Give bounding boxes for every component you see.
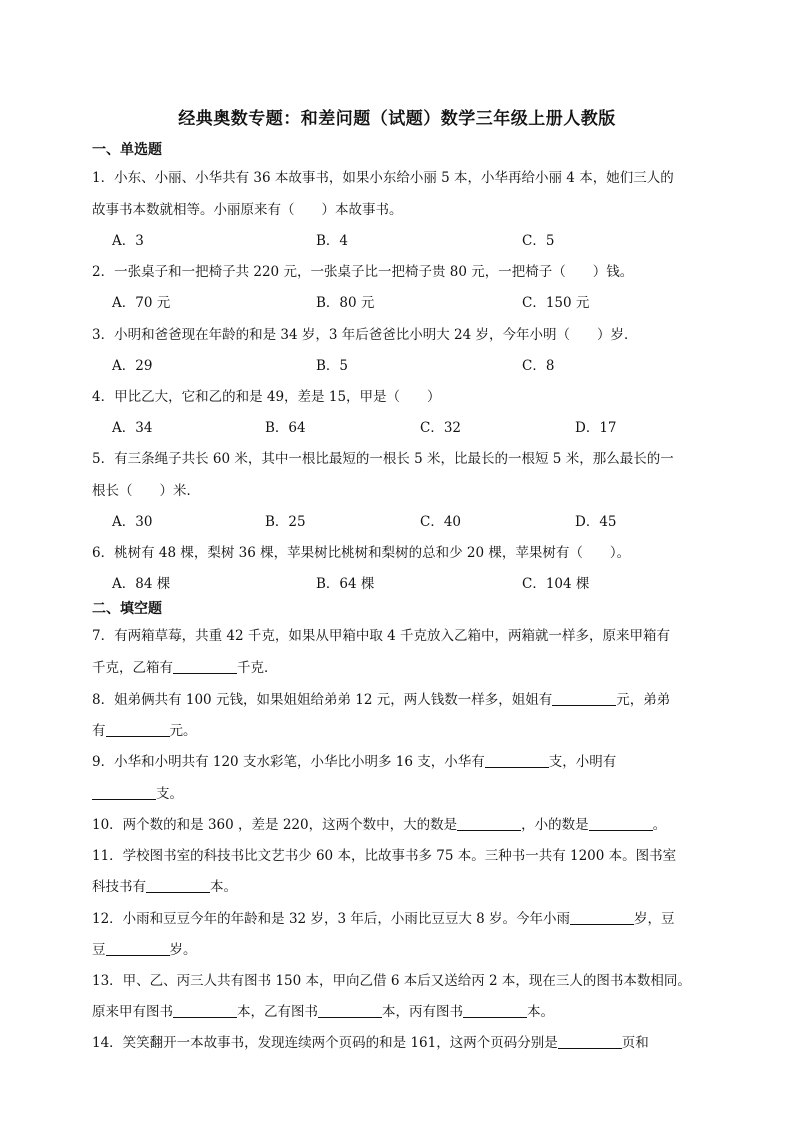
text: 10．两个数的和是 360 ，差是 220，这两个数中，大的数是 [92, 817, 458, 833]
option-c: C．40 [420, 514, 462, 530]
answer-blank[interactable] [589, 816, 653, 831]
text: 8．姐弟俩共有 100 元钱，如果姐姐给弟弟 12 元，两人钱数一样多，姐姐有 [92, 692, 553, 708]
question-12-line-1 [92, 907, 712, 927]
answer-blank[interactable] [92, 785, 156, 800]
text: 9．小华和小明共有 120 支水彩笔，小华比小明多 16 支，小华有 [92, 754, 485, 770]
question-1-line-2: 故事书本数就相等。小丽原来有（ ）本故事书。 [92, 202, 403, 218]
text: 。 [652, 817, 667, 833]
option-c: C．104 棵 [522, 576, 590, 592]
option-c: C．5 [522, 233, 555, 249]
section-heading-fill-blank: 二、填空题 [92, 601, 162, 617]
text: 本。 [210, 879, 237, 895]
question-11-line-2 [92, 875, 712, 895]
page-title: 经典奥数专题：和差问题（试题）数学三年级上册人教版 [178, 109, 616, 129]
text: 岁，豆 [634, 911, 675, 927]
answer-blank[interactable] [106, 722, 170, 737]
answer-blank[interactable] [552, 691, 616, 706]
question-8-line-1 [92, 688, 712, 708]
option-c: C．150 元 [522, 295, 590, 311]
text: 元，弟弟 [616, 692, 671, 708]
option-d: D．45 [575, 514, 617, 530]
answer-blank[interactable] [485, 753, 549, 768]
answer-blank[interactable] [318, 1003, 382, 1018]
option-a: A．3 [112, 233, 144, 249]
option-a: A．29 [112, 358, 153, 374]
option-a: A．34 [112, 420, 153, 436]
option-c: C．8 [522, 358, 555, 374]
text: ，小的数是 [521, 817, 589, 833]
answer-blank[interactable] [146, 878, 210, 893]
answer-blank[interactable] [173, 1003, 237, 1018]
answer-blank[interactable] [570, 910, 634, 925]
question-12-line-2 [92, 938, 712, 958]
text: 14．笑笑翻开一本故事书，发现连续两个页码的和是 161，这两个页码分别是 [92, 1035, 558, 1051]
question-5-line-1: 5．有三条绳子共长 60 米，其中一根比最短的一根长 5 米，比最长的一根短 5 米，那么最长的一 [92, 451, 674, 467]
option-c: C．32 [420, 420, 462, 436]
text: 本。 [527, 1004, 554, 1020]
text: 本，丙有图书 [382, 1004, 463, 1020]
question-2-line-1: 2．一张桌子和一把椅子共 220 元，一张桌子比一把椅子贵 80 元，一把椅子（ ）钱。 [92, 264, 634, 280]
text: 12．小雨和豆豆今年的年龄和是 32 岁，3 年后，小雨比豆豆大 8 岁。今年小雨 [92, 911, 570, 927]
text: 岁。 [169, 942, 197, 958]
answer-blank[interactable] [463, 1003, 527, 1018]
text: 千克，乙箱有 [92, 660, 173, 676]
question-14-line-1 [92, 1031, 712, 1051]
question-8-line-2 [92, 719, 712, 739]
option-b: B．64 [265, 420, 306, 436]
question-13-line-1: 13．甲、乙、丙三人共有图书 150 本，甲向乙借 6 本后又送给丙 2 本，现在三人的图书本数相同。 [92, 973, 691, 989]
text: 原来甲有图书 [92, 1004, 173, 1020]
question-6-line-1: 6．桃树有 48 棵，梨树 36 棵，苹果树比桃树和梨树的总和少 20 棵，苹果树有（ ）。 [92, 545, 631, 561]
text: 豆 [92, 942, 106, 958]
section-heading-single-choice: 一、单选题 [92, 142, 162, 158]
option-b: B．4 [316, 233, 349, 249]
option-a: A．84 棵 [112, 576, 171, 592]
text: 科技书有 [92, 879, 146, 895]
option-b: B．64 棵 [316, 576, 375, 592]
answer-blank[interactable] [457, 816, 521, 831]
option-a: A．30 [112, 514, 153, 530]
question-7-line-1: 7．有两箱草莓，共重 42 千克，如果从甲箱中取 4 千克放入乙箱中，两箱就一样多，原来甲箱有 [92, 628, 671, 644]
question-11-line-1: 11．学校图书室的科技书比文艺书少 60 本，比故事书多 75 本。三种书一共有 1200 本。图书室 [92, 848, 677, 864]
question-13-line-2 [92, 1000, 712, 1020]
text: 有 [92, 723, 106, 739]
question-7-line-2 [92, 656, 712, 676]
question-4-line-1: 4．甲比乙大，它和乙的和是 49，差是 15，甲是（ ） [92, 389, 441, 405]
text: 页和 [621, 1035, 649, 1051]
answer-blank[interactable] [106, 941, 170, 956]
text: 千克． [237, 660, 278, 676]
text: 元。 [169, 723, 197, 739]
option-a: A．70 元 [112, 295, 171, 311]
text: 本，乙有图书 [237, 1004, 318, 1020]
question-10-line-1 [92, 813, 712, 833]
question-3-line-1: 3．小明和爸爸现在年龄的和是 34 岁，3 年后爸爸比小明大 24 岁，今年小明（ ）岁． [92, 327, 638, 343]
option-b: B．25 [265, 514, 306, 530]
text: 支。 [156, 786, 183, 802]
question-1-line-1: 1．小东、小丽、小华共有 36 本故事书，如果小东给小丽 5 本，小华再给小丽 4 本，她们三人的 [92, 170, 674, 186]
text: 支，小明有 [548, 754, 617, 770]
question-9-line-2 [92, 782, 712, 802]
option-b: B．5 [316, 358, 349, 374]
answer-blank[interactable] [558, 1034, 622, 1049]
answer-blank[interactable] [173, 659, 237, 674]
option-b: B．80 元 [316, 295, 375, 311]
question-9-line-1 [92, 750, 712, 770]
option-d: D．17 [575, 420, 617, 436]
question-5-line-2: 根长（ ）米． [92, 483, 200, 499]
